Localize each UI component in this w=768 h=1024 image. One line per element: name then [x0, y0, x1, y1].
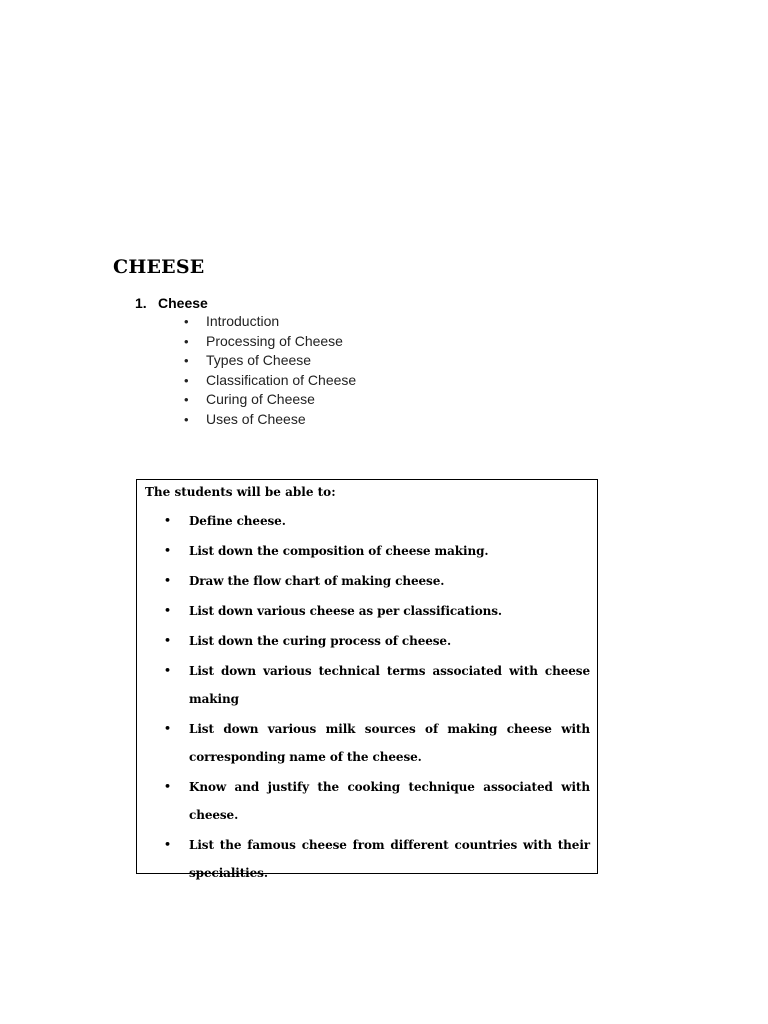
objectives-list — [145, 507, 590, 887]
list-item — [145, 657, 590, 713]
objective-text: Define cheese. — [189, 514, 286, 528]
list-item — [145, 597, 590, 625]
bullet-icon: • — [184, 333, 189, 349]
page-title: CHEESE — [113, 256, 205, 278]
objectives-intro: The students will be able to: — [145, 485, 336, 499]
objective-text: List down various milk sources of making cheese with corresponding name of the cheese. — [189, 722, 590, 764]
topic-text: Types of Cheese — [206, 352, 312, 368]
section-number: 1. — [135, 295, 147, 311]
bullet-icon: • — [164, 544, 171, 557]
topic-text: Classification of Cheese — [206, 371, 357, 388]
objective-text: Draw the flow chart of making cheese. — [189, 574, 445, 588]
bullet-icon: • — [164, 604, 171, 617]
topic-text: Uses of Cheese — [206, 410, 306, 427]
list-item — [184, 390, 356, 410]
topic-text: Processing of Cheese — [206, 332, 343, 349]
list-item — [184, 371, 356, 391]
bullet-icon: • — [164, 664, 171, 677]
bullet-icon: • — [164, 838, 171, 851]
list-item — [184, 410, 356, 430]
bullet-icon: • — [184, 353, 189, 368]
bullet-icon: • — [184, 314, 189, 329]
list-item — [184, 332, 356, 352]
bullet-icon: • — [184, 411, 189, 427]
section-heading — [135, 294, 356, 312]
objective-text: Know and justify the cooking technique associated with cheese. — [189, 780, 590, 822]
topic-text: Introduction — [206, 313, 280, 329]
list-item — [145, 537, 590, 565]
bullet-icon: • — [164, 780, 171, 793]
topic-text: Curing of Cheese — [206, 391, 315, 407]
list-item — [145, 507, 590, 535]
list-item — [145, 567, 590, 595]
list-item — [145, 627, 590, 655]
bullet-icon: • — [164, 634, 171, 647]
topic-list — [135, 312, 356, 429]
bullet-icon: • — [184, 392, 189, 407]
list-item — [145, 715, 590, 771]
bullet-icon: • — [164, 722, 171, 735]
section-cheese — [135, 294, 356, 429]
objective-text: List down the composition of cheese making. — [189, 544, 489, 558]
objective-text: List down various technical terms associated with cheese making — [189, 664, 590, 706]
learning-objectives-box — [136, 479, 598, 880]
list-item — [145, 773, 590, 829]
list-item — [184, 351, 356, 371]
list-item — [184, 312, 356, 332]
list-item — [145, 831, 590, 887]
section-heading-text: Cheese — [158, 295, 208, 311]
bullet-icon: • — [164, 574, 171, 587]
objective-text: List down the curing process of cheese. — [189, 634, 452, 648]
objective-text: List down various cheese as per classifications. — [189, 604, 502, 618]
bullet-icon: • — [164, 514, 171, 527]
bullet-icon: • — [184, 372, 189, 388]
objective-text: List the famous cheese from different countries with their specialities. — [189, 838, 590, 880]
